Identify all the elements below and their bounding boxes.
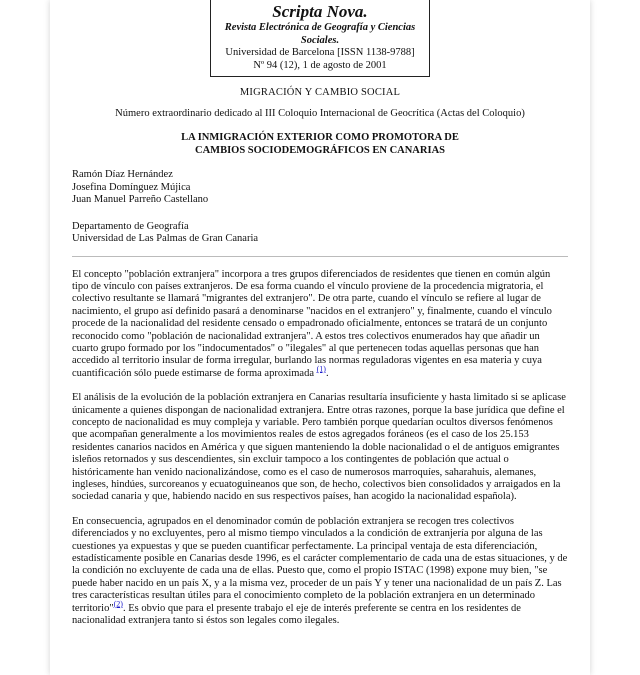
article-title-line-2: CAMBIOS SOCIODEMOGRÁFICOS EN CANARIAS [195,144,445,156]
affiliation [72,221,568,246]
body-paragraph-2 [72,392,568,504]
author-list [72,169,568,207]
author-name: Ramón Díaz Hernández [72,169,173,180]
affiliation-department: Departamento de Geografía [72,220,189,232]
paragraph-text: El concepto "población extranjera" incorpora a tres grupos diferenciados de residentes que tienen en común algún tipo de vínculo con países extranjeros. De esa forma cuando el vínculo proviene de la procedencia migratoria, el colectivo resultante se llamará "migrantes del extranjero". De otra parte, cuando el vínculo se refiere al lugar de nacimiento, el grupo así definido pasará a denominarse "nacidos en el extranjero" y, finalmente, cuando el vínculo procede de la nacionalidad del residente censado o empadronado oficialmente, entonces se tratará de un conjunto reconocido como "población de nacionalidad extranjera". A estos tres colectivos enumerados hay que añadir un cuarto grupo formado por los "indocumentados" o "ilegales" al que pertenecen todas aquellas personas que han accedido al territorio insular de forma irregular, burlando las normas reguladoras vigentes en esa materia y cuya cuantificación sólo puede estimarse de forma aproximada [72,268,552,379]
paragraph-text-end: . Es obvio que para el presente trabajo el eje de interés preferente se centra en los residentes de nacionalidad extranjera tanto si éstos son legales como ilegales. [72,602,521,627]
body-paragraph-3 [72,516,568,628]
divider [72,256,568,257]
university-line: Universidad de Barcelona [ISSN 1138-9788] [225,47,415,58]
author-name: Josefina Domínguez Mújica [72,181,191,193]
article-title [72,132,568,157]
journal-title: Scripta Nova. [272,2,368,21]
article-title-line-1: LA INMIGRACIÓN EXTERIOR COMO PROMOTORA DE [181,132,459,143]
author-name: Juan Manuel Parreño Castellano [72,194,209,205]
document-page [50,0,590,675]
journal-header [210,0,430,77]
section-title: MIGRACIÓN Y CAMBIO SOCIAL [239,87,401,98]
paragraph-text-end: . [325,367,329,379]
affiliation-university: Universidad de Las Palmas de Gran Canaria [72,233,259,244]
footnote-link-1[interactable]: (1) [316,364,326,374]
issue-line: Nº 94 (12), 1 de agosto de 2001 [253,59,387,71]
body-paragraph-1 [72,269,568,381]
journal-subtitle: Revista Electrónica de Geografía y Ciencias Sociales. [224,22,416,46]
special-issue-note: Número extraordinario dedicado al III Coloquio Internacional de Geocrítica (Actas del Coloquio) [115,108,525,119]
document-content [72,0,568,639]
paragraph-text: En consecuencia, agrupados en el denominador común de población extranjera se recogen tres colectivos diferenciados y no excluyentes, pero al mismo tiempo vinculados a la condición de extranjería por alguna de las cuestiones ya expuestas y que se pueden cuantificar perfectamente. La principal ventaja de esta diferenciación, estadísticamente posible en Canarias desde 1996, es el carácter complementario de cada una de estas situaciones, y de la condición no excluyente de cada una de ellas. Puesto que, como el propio ISTAC (1998) expone muy bien, "se puede haber nacido en un país X, y a la misma vez, proceder de un país Y y tener una nacionalidad de un país Z. Las tres características resultan útiles para el conocimiento completo de la población extranjera en un determinado territorio" [72,515,568,614]
footnote-link-2[interactable]: (2) [113,599,123,609]
paragraph-text: El análisis de la evolución de la población extranjera en Canarias resultaría insuficiente y hasta limitado si se aplicase únicamente a quienes dispongan de nacionalidad extranjera. Entre otras razones, porque la base jurídica que define el concepto de nacionalidad es muy compleja y variable. Pero también porque quedarían ocultos diversos fenómenos que acompañan generalmente a los movimientos reales de estos agregados foráneos (es el caso de los 25.153 residentes canarios nacidos en América y que siguen manteniendo la doble nacionalidad o el de antiguos emigrantes isleños retornados y sus descendientes, sin excluir tampoco a los contingentes de población que actual o históricamente han venido nacionalizándose, como es el caso de numerosos marroquíes, saharahuis, alemanes, ingleses, hindúes, surcoreanos y ecuatoguineanos que son, de hecho, colectivos bien consolidados y arraigados en la sociedad canaria y que, habiendo nacido en sus respectivos países, han acogido la nacionalidad española). [72,392,566,503]
